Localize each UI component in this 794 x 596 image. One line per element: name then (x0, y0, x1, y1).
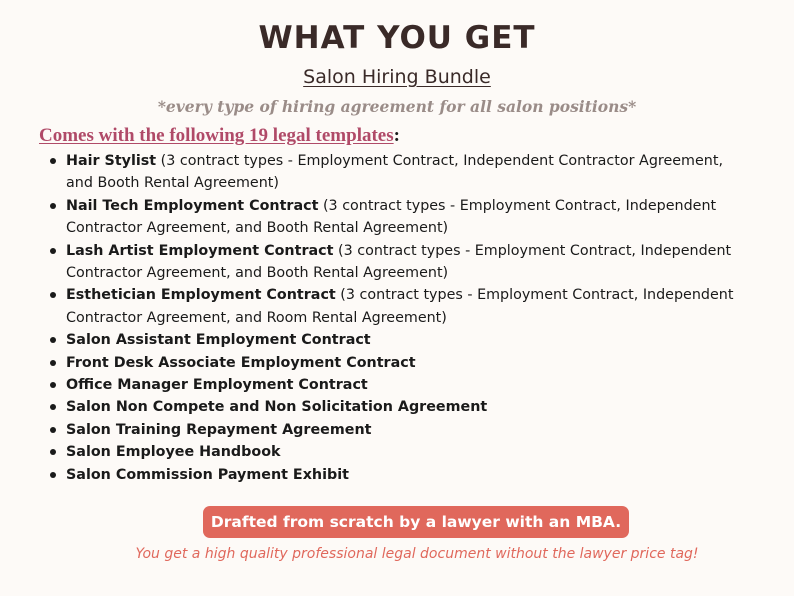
bullet-icon (50, 404, 56, 410)
template-list (46, 150, 746, 486)
item-name: Salon Non Compete and Non Solicitation Agreement (66, 399, 488, 416)
lawyer-badge: Drafted from scratch by a lawyer with an MBA. (203, 506, 629, 538)
bullet-icon (50, 449, 56, 455)
footer-tagline: You get a high quality professional legal document without the lawyer price tag! (135, 546, 699, 562)
item-detail: (3 contract types - Employment Contract, Independent Contractor Agreement, and Booth Rental Agreement) (66, 153, 723, 192)
list-item (46, 195, 746, 240)
list-item (46, 396, 746, 418)
bullet-icon (50, 203, 56, 209)
bundle-subtitle: Salon Hiring Bundle (303, 66, 491, 88)
bullet-icon (50, 337, 56, 343)
list-item (46, 419, 746, 441)
bullet-icon (50, 472, 56, 478)
item-detail: (3 contract types - Employment Contract, Independent Contractor Agreement, and Booth Rental Agreement) (66, 197, 717, 237)
bullet-icon (50, 382, 56, 388)
section-heading-label: Comes with the following 19 legal templates (39, 125, 394, 146)
section-heading-colon: : (393, 125, 400, 146)
bullet-icon (50, 248, 56, 254)
item-name: Lash Artist Employment Contract (66, 242, 334, 259)
list-item (46, 352, 746, 374)
list-item (46, 374, 746, 396)
bullet-icon (50, 427, 56, 433)
bullet-icon (50, 158, 56, 164)
bullet-icon (50, 292, 56, 298)
item-name: Salon Assistant Employment Contract (66, 332, 371, 349)
list-item (46, 240, 746, 285)
page-title: WHAT YOU GET (258, 20, 536, 56)
item-name: Front Desk Associate Employment Contract (66, 354, 416, 371)
list-item (46, 329, 746, 351)
item-name: Salon Employee Handbook (66, 444, 281, 461)
list-item (46, 284, 746, 329)
tagline: *every type of hiring agreement for all salon positions* (157, 97, 637, 116)
item-name: Salon Commission Payment Exhibit (66, 466, 349, 483)
section-heading (39, 125, 400, 147)
item-name: Salon Training Repayment Agreement (66, 421, 372, 438)
item-name: Hair Stylist (66, 153, 157, 169)
list-item (46, 441, 746, 463)
item-name: Esthetician Employment Contract (66, 287, 336, 304)
item-name: Nail Tech Employment Contract (66, 197, 319, 214)
item-detail: (3 contract types - Employment Contract, Independent Contractor Agreement, and Room Rental Agreement) (66, 287, 734, 326)
item-name: Office Manager Employment Contract (66, 377, 368, 394)
item-detail: (3 contract types - Employment Contract, Independent Contractor Agreement, and Booth Rental Agreement) (66, 242, 732, 282)
list-item (46, 464, 746, 486)
bullet-icon (50, 360, 56, 366)
list-item (46, 150, 746, 195)
